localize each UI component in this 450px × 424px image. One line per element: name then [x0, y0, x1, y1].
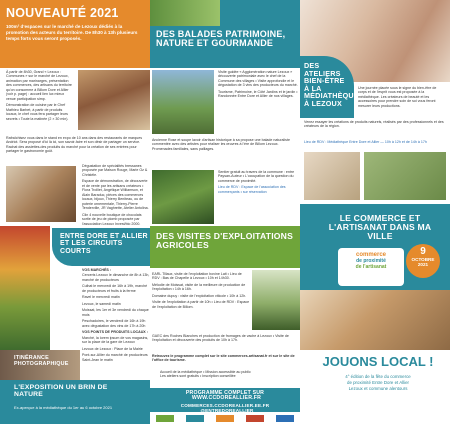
balades-list-2	[218, 170, 298, 196]
nouveaute-item: Espace de démonstration, de découverte et de vente par les artisans créateurs • Flora Trolliet, Angélique Williamson, et Alain Baraduc, pièces des commerces locaux, bijoux, Thierry Beniteau, ou de poterie ornementale, Thierry-Pierre Tenderville, JR Vaghrette, Atelier Antolina.	[82, 179, 149, 211]
program-bar	[150, 388, 300, 412]
balade-item: Sentier gratuit au travers de la commune : entre Paysan-Auteur • L'occupation de la question du commerce de proximité.	[218, 170, 295, 183]
partner-logo	[276, 415, 294, 422]
point-item: Marché, la lorem ipsum de vos magasins, sur la place de la gare de Lezoux	[82, 335, 149, 345]
nouveaute-item: Dégustation de spécialités bressanes proposée par Maison Rouge, Marie Oz & Christèle.	[82, 164, 148, 177]
nouveaute-intro: 100m² d'espaces sur le marché de Lezoux dédiés à la promotion des acteurs du territoire. De 8h30 à 13h plusieurs temps forts vous seront proposés.	[6, 24, 138, 41]
ateliers-title: DES ATELIERS BIEN-ÊTRE À LA MÉDIATHÈQUE À LEZOUX	[304, 61, 359, 108]
balade-item-wide: Ancienne Rose et soupe lavoir d'artisan historique à sa propose une balade naturaliste commentée avec des artistes pour réaliser les œuvres à l'ère de Billom Lezoux. Promenades familiales, sans paillages.	[152, 138, 290, 151]
nouveaute-list	[6, 70, 74, 123]
partner-logo	[156, 415, 174, 422]
nouveaute-list-right	[82, 164, 150, 228]
exploitation-item: Domaine dupuy : visite de l'exploitation viticole • 10h à 12h.	[152, 293, 247, 298]
artisan-photo	[6, 166, 76, 222]
vegetables-photo	[0, 226, 50, 350]
marche-item: Peschadoires, le vendredi de 16h à 19h avec dégustation des vins de 17h à 20h	[82, 319, 146, 328]
partner-logo	[216, 415, 234, 422]
exploitations-list	[152, 272, 250, 311]
date-badge	[406, 244, 440, 278]
date-day: 9	[420, 246, 426, 257]
ateliers-item: Venez essayer les créations de produits naturels, réalisés par des professionnels et des créateurs de la région.	[304, 120, 444, 129]
program-note: Retrouvez le programme complet sur le site commerces-artisanat.fr et sur le site de l'office de tourisme.	[152, 354, 295, 363]
website-link[interactable]: WWW.CCDOREALLIER.FR	[191, 395, 262, 402]
exploitation-item: Visite de l'exploitation à partir de 10h • Lieu de RDV : Espace de l'exploitation de Billom.	[152, 300, 250, 309]
ateliers-item: Lieu de RDV : Médiathèque Entre Dore et Allier — 10h à 12h et de 14h à 17h	[304, 140, 427, 144]
balade-item: Visite guidée « Agglomération nature Lezoux » découverte patrimoniale avec le chef de la Commune des villages • Visite approfondie et le dégustation de 3 vins des producteurs du marché.	[218, 70, 298, 88]
jouons-sub3: Lezoux et commune alentours	[348, 385, 408, 391]
nouveaute-title: NOUVEAUTÉ 2021	[6, 6, 119, 20]
balades-list	[218, 70, 298, 101]
balades-title: DES BALADES PATRIMOINE, NATURE ET GOURMANDE	[156, 29, 286, 49]
nouveaute-item-wide: Rafraîchisez vous dans le stand en expo de 10 ans dans des restaurants de marques Andriot. Sera proposé d'ici là ici, son savoir-faire et son désir de partager un service. Rachat des assiettes-des produits du marché pour la création de ses entrées pour partager le gastronomie goût.	[6, 136, 143, 154]
exploitations-title: DES VISITES D'EXPLOITATIONS AGRICOLES	[156, 231, 294, 251]
forest-photo	[152, 170, 214, 224]
jouons-title: JOUONS LOCAL !	[322, 354, 434, 369]
herbs-photo	[364, 152, 446, 200]
commerce-title: LE COMMERCE ET L'ARTISANAT DANS MA VILLE	[328, 213, 432, 242]
jouons-sub	[312, 374, 444, 392]
partner-logo	[186, 415, 204, 422]
cosmetics-photo	[304, 152, 360, 200]
partner-logos	[150, 412, 300, 424]
points-label: VOS POINTS DE PRODUITS LOCAUX :	[82, 330, 148, 335]
program-label: PROGRAMME COMPLET SUR	[185, 390, 265, 396]
circuits-list	[82, 268, 150, 364]
footer-notes	[160, 370, 300, 379]
marche-item: Cerceris Lezoux le dimanche de 8h à 13h, marché de producteurs	[82, 273, 150, 282]
marches-label: VOS MARCHÉS :	[82, 268, 111, 272]
commerce-logo	[338, 248, 404, 286]
date-month: OCTOBRE	[411, 257, 435, 262]
nouveaute-item: À partir de 8h30, Grand « Lezoux : Communes » sur le marché de Lezoux, animation par marinarges, présentation des commerces, des artisans du territoire qu'on consomme à Billom Dore et Allier (voir p. page) : accueil lien lux mieux venue participation simp.	[6, 70, 72, 101]
circuits-title: ENTRE DORE ET ALLIER ET LES CIRCUITS COURTS	[60, 233, 148, 255]
marche-item: Ravel le mercredi matin	[82, 295, 120, 300]
nouveaute-item: Démonstration de cuisine par le Chef Mathieu Barbet, à partir de produits locaux, le chef vous fera partager leurs secrets • Toute la matinée (2 × 30 min).	[6, 103, 69, 121]
exploitation-item: Mélodie de Moissat, visite de la meilleure de production de l'exploitation • 14h à 16h.	[152, 282, 246, 292]
ateliers-item: Une journée placée sous le signe du bien-être de corps et de l'esprit vous est proposée à la médiathèque. Les créateurs de beauté et les accessoires pour prendre soin de soi vous feront mesurer leurs productions.	[358, 86, 437, 108]
itinerance-caption: ITINÉRANCE PHOTOGRAPHIQUE	[14, 355, 69, 367]
exploitation-item-wide: GAEC des Roches Blanches et production de fromages de vache à Lezoux • Visite de l'exploitation et découverte des produits de 10h à 17h.	[152, 334, 289, 343]
farmer-photo	[252, 270, 300, 330]
expo-text: Ex-aperçue à la médiathèque du 1er au 6 octobre 2021	[14, 405, 113, 410]
jouons-sub2: de proximité Entre Dore et Allier	[347, 379, 409, 385]
logo-line: commerce	[355, 252, 387, 258]
logo-line: de l'artisanat	[355, 264, 387, 270]
point-item: Pont-sur-Allier du marché de producteurs Saint-Jean le matin	[82, 353, 148, 362]
footer-note: Les ateliers sont gratuits • Inscription conseillée	[160, 374, 236, 379]
nouveaute-item: Clin 4 nouvelle boutique de chocolats sortie de jeu de plomb proposée par l'association Lezoux Invest/bio 2000.	[82, 212, 142, 226]
balade-item: Lieu de RDV : Espace de l'association des commerçants • sur réservation	[218, 185, 286, 194]
jouons-sub1: 4° édition de la fête du commerce	[345, 374, 411, 379]
balade-item: Tourisme, Patrimoine, le Côté Jardins et le jardin • Randonnée Entre Dore et Allier de nos villages.	[218, 89, 298, 99]
marche-item: Culhat le mercredi de 16h à 19h, marché de producteurs et fruits à la ferme	[82, 284, 148, 293]
email-link[interactable]: COMMERCES.CCDOREALLIER.EE.FR	[180, 402, 270, 408]
partner-logo	[246, 415, 264, 422]
logo-line: de proximité	[356, 258, 386, 264]
footer-note: Accueil de la médiathèque • Mission accessible au public	[160, 370, 251, 374]
social-handle[interactable]: @ENTREDOREALLIER	[200, 407, 254, 413]
point-item: Lezoux de Lezoux : Place de la Mairie	[82, 346, 143, 351]
marche-item: Moissat, les 1er et 3e vendredi du chaque mois	[82, 308, 149, 317]
date-year: 2021	[417, 262, 429, 268]
hiking-photo	[152, 70, 214, 134]
marche-item: Lezoux, le samedi matin	[82, 301, 121, 306]
market-photo	[78, 70, 150, 130]
shop-photo	[300, 290, 450, 350]
exploitation-item: EARL Tillaux, visite de l'exploitation bovine Lait • Lieu de RDV : Bas de Chapelle à Lezoux • 10h et 14h30.	[152, 272, 242, 281]
balade-photo	[150, 0, 220, 26]
expo-title: L'EXPOSITION UN BRIN DE NATURE	[14, 384, 108, 399]
